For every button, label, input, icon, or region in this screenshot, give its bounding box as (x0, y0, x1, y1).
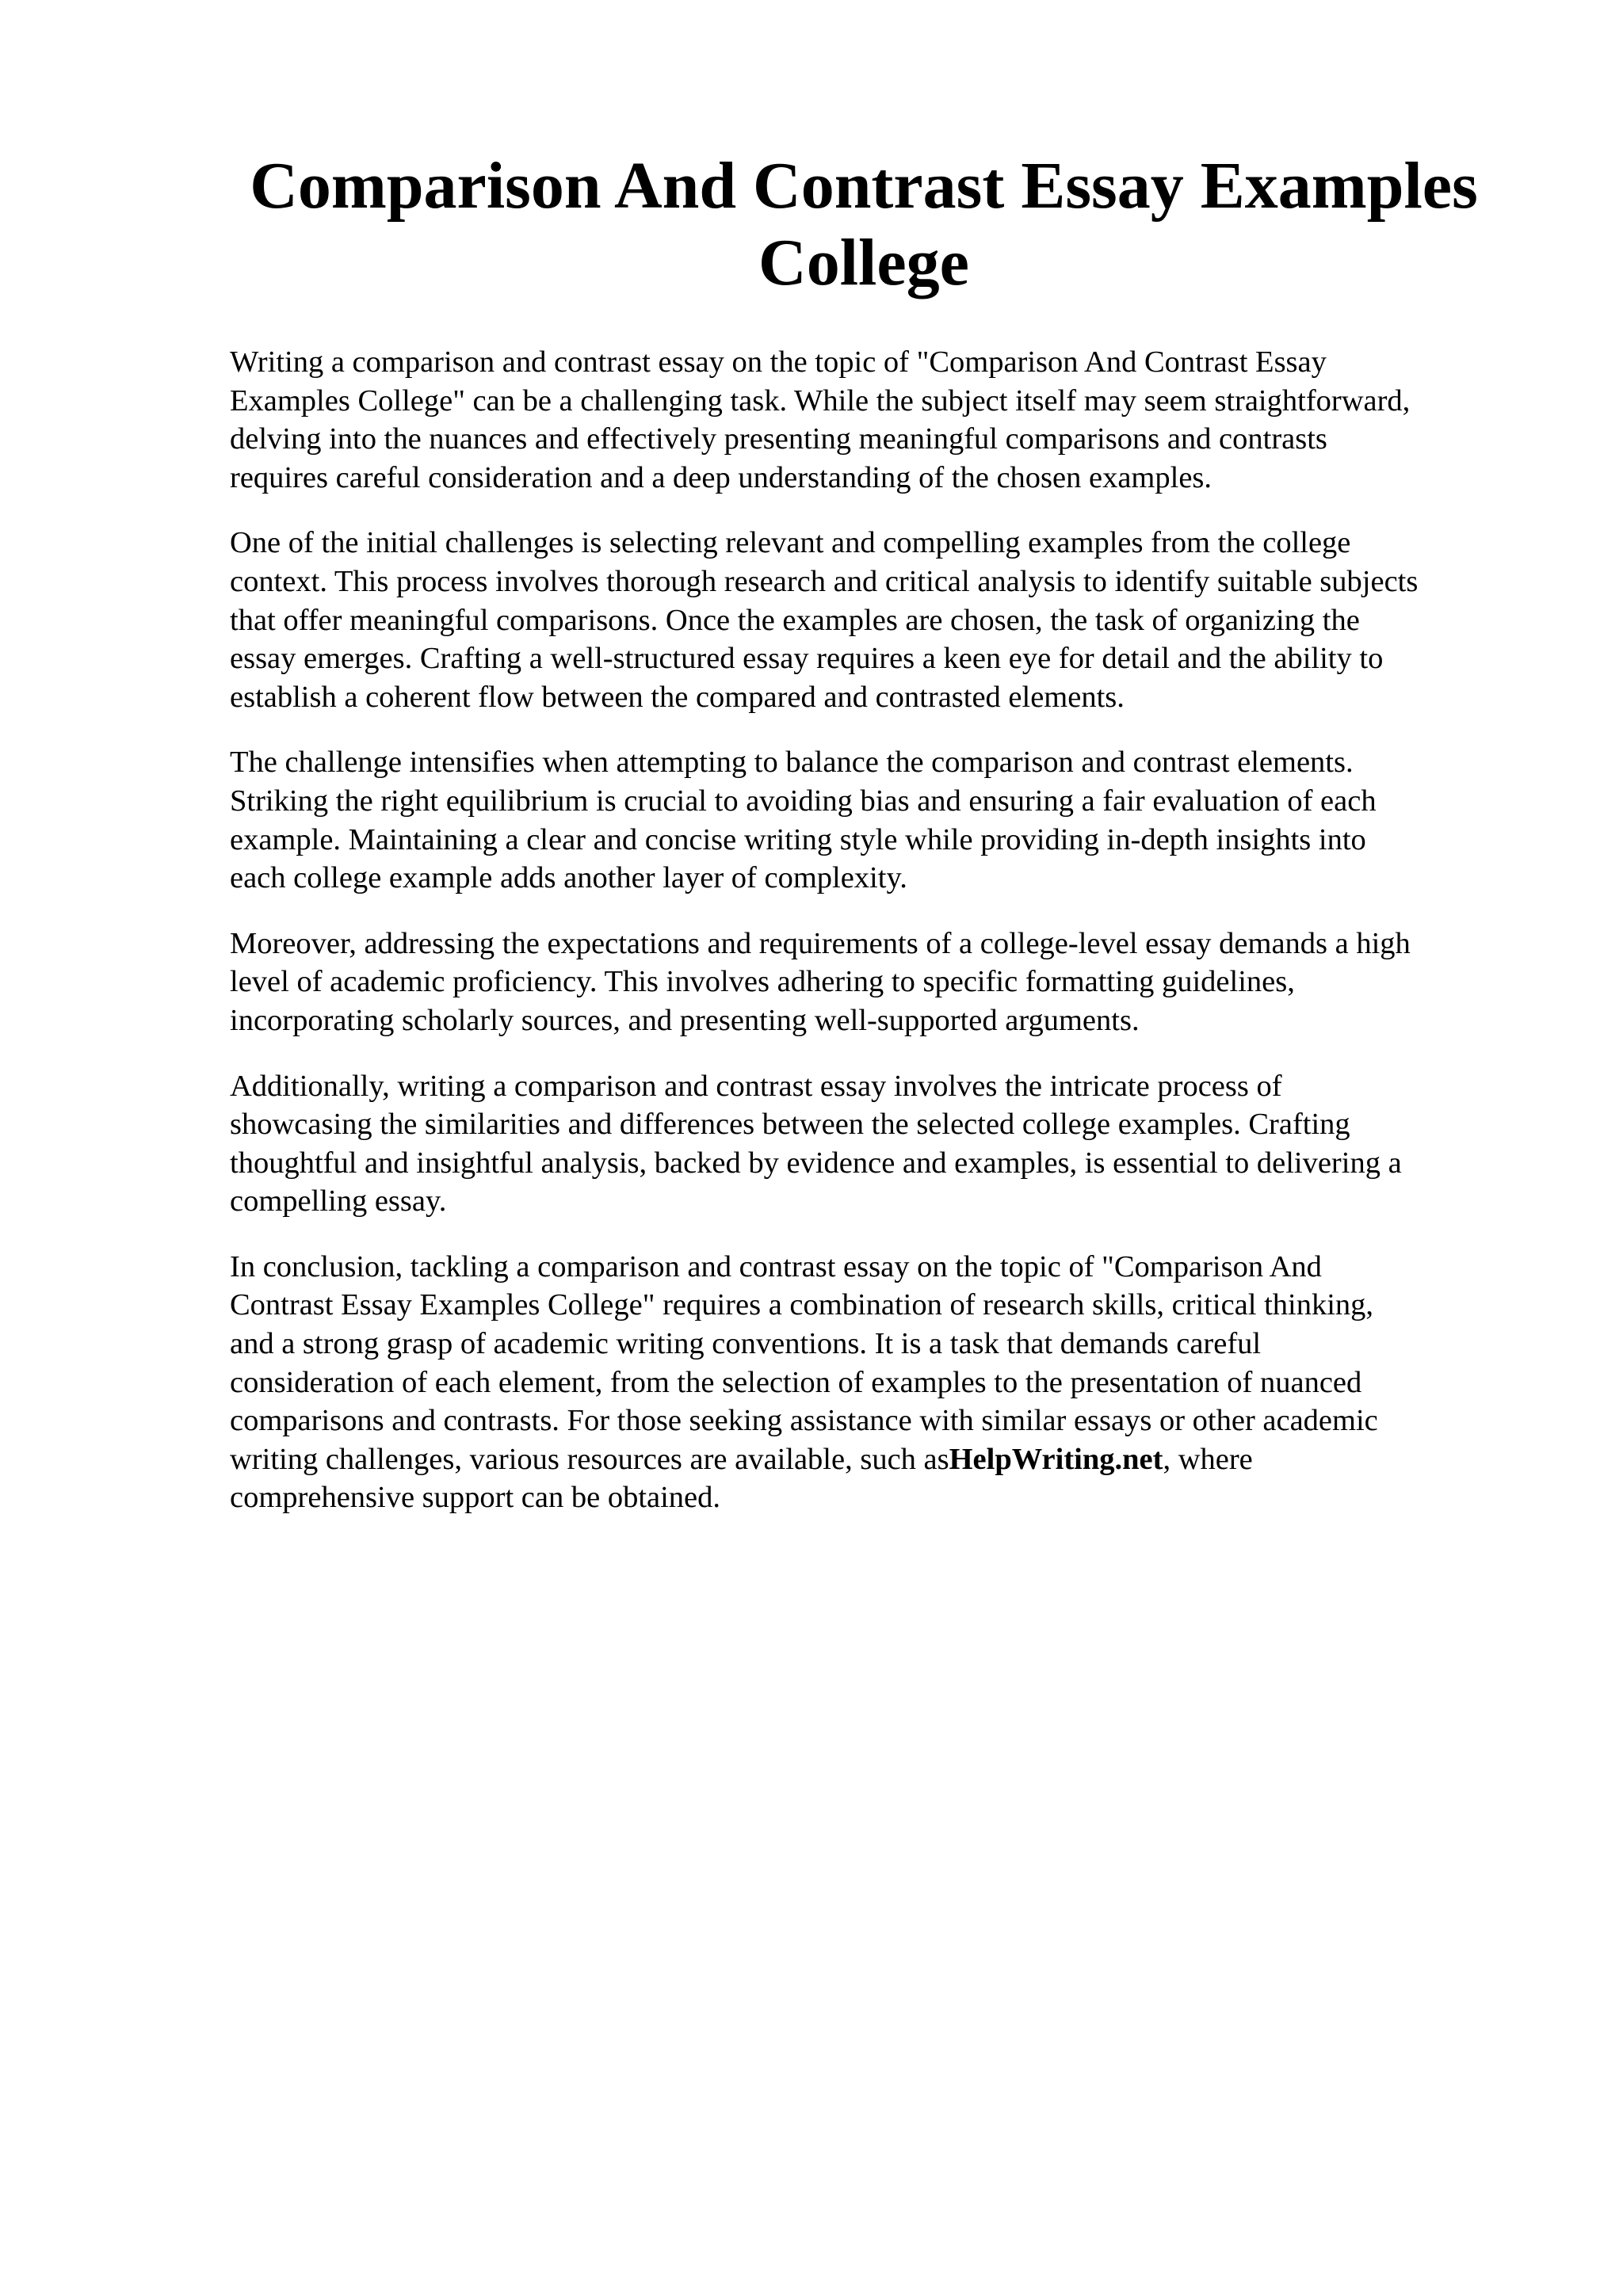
text-line: consideration of each element, from the selection of examples to the presentation of nuanced (230, 1365, 1362, 1399)
text-line: each college example adds another layer of complexity. (230, 861, 907, 895)
text-line: Additionally, writing a comparison and contrast essay involves the intricate process of (230, 1069, 1282, 1103)
paragraph-1 (230, 343, 1529, 497)
title-line: Comparison And Contrast Essay Examples (250, 149, 1478, 223)
text-line: compelling essay. (230, 1184, 447, 1219)
text-line: thoughtful and insightful analysis, backed by evidence and examples, is essential to delivering a (230, 1146, 1402, 1180)
text-line: essay emerges. Crafting a well-structured essay requires a keen eye for detail and the ability to (230, 642, 1384, 676)
text-line: comprehensive support can be obtained. (230, 1481, 721, 1515)
text-line: Moreover, addressing the expectations and requirements of a college-level essay demands a high (230, 926, 1411, 960)
paragraph-5 (230, 1067, 1529, 1221)
paragraph-conclusion (230, 1248, 1529, 1517)
paragraph-4 (230, 925, 1529, 1040)
text-line: Striking the right equilibrium is crucial to avoiding bias and ensuring a fair evaluation of each (230, 784, 1377, 818)
text-line: In conclusion, tackling a comparison and contrast essay on the topic of "Comparison And (230, 1249, 1322, 1283)
text-line-with-brand (230, 1440, 1529, 1479)
brand-line-prefix: writing challenges, various resources are available, such as (230, 1442, 949, 1476)
text-line: level of academic proficiency. This involves adhering to specific formatting guidelines, (230, 965, 1295, 999)
text-line: establish a coherent flow between the compared and contrasted elements. (230, 680, 1125, 714)
text-line: Contrast Essay Examples College" requires a combination of research skills, critical thinking, (230, 1288, 1374, 1322)
text-line: and a strong grasp of academic writing conventions. It is a task that demands careful (230, 1327, 1262, 1361)
text-line: comparisons and contrasts. For those seeking assistance with similar essays or other academic (230, 1404, 1378, 1438)
text-line: requires careful consideration and a deep understanding of the chosen examples. (230, 460, 1212, 494)
text-line: The challenge intensifies when attempting to balance the comparison and contrast elements. (230, 746, 1354, 780)
brand-link[interactable]: HelpWriting.net (949, 1442, 1163, 1476)
brand-line-suffix: , where (1163, 1442, 1253, 1476)
text-line: showcasing the similarities and differences between the selected college examples. Crafting (230, 1108, 1350, 1142)
paragraph-2 (230, 524, 1529, 716)
text-line: Writing a comparison and contrast essay on the topic of "Comparison And Contrast Essay (230, 345, 1327, 379)
title-line: College (758, 226, 969, 299)
text-line: Examples College" can be a challenging task. While the subject itself may seem straightforward, (230, 383, 1411, 418)
text-line: context. This process involves thorough research and critical analysis to identify suitable subjects (230, 564, 1419, 598)
text-line: One of the initial challenges is selecting relevant and compelling examples from the college (230, 526, 1351, 560)
document-body (230, 343, 1529, 1544)
text-line: example. Maintaining a clear and concise writing style while providing in-depth insights into (230, 822, 1366, 856)
text-line: incorporating scholarly sources, and presenting well-supported arguments. (230, 1003, 1140, 1037)
paragraph-3 (230, 743, 1529, 897)
document-title (230, 147, 1498, 301)
text-line: delving into the nuances and effectively presenting meaningful comparisons and contrasts (230, 422, 1327, 456)
text-line: that offer meaningful comparisons. Once the examples are chosen, the task of organizing the (230, 603, 1360, 637)
